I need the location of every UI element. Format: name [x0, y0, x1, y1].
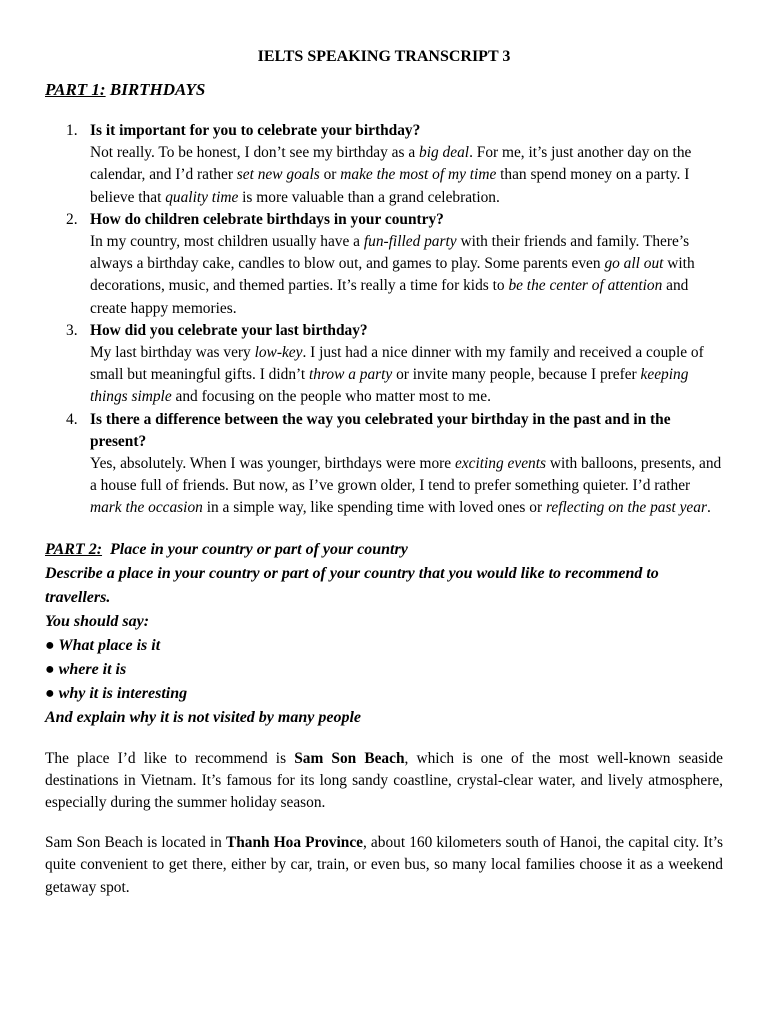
emphasis-phrase: reflecting on the past year	[545, 499, 707, 517]
emphasis-phrase: be the center of attention	[508, 277, 663, 295]
text-run: than spend money on a party. I believe that	[90, 166, 690, 206]
text-run: Sam Son Beach is located in	[45, 834, 226, 852]
answer-paragraph	[45, 748, 723, 815]
question-item	[45, 320, 723, 409]
question-number: 1.	[66, 122, 78, 139]
text-run: . I just had a nice dinner with my family and received a couple of small but meaningful gifts. I didn’t	[90, 344, 704, 384]
question-text: Is there a difference between the way you celebrated your birthday in the past and in the present?	[90, 410, 671, 450]
question-text: Is it important for you to celebrate your birthday?	[90, 122, 421, 139]
emphasis-phrase: exciting events	[454, 455, 546, 473]
text-run: in a simple way, like spending time with loved ones or	[202, 499, 546, 517]
text-run: and create happy memories.	[90, 277, 689, 317]
question-item	[45, 409, 723, 520]
answer-text	[90, 142, 723, 209]
part2-label: PART 2:	[45, 540, 103, 558]
answer-text	[90, 453, 723, 520]
bold-phrase: Thanh Hoa Province	[225, 834, 363, 852]
answer-text	[90, 231, 723, 320]
text-run: My last birthday was very	[90, 344, 255, 362]
answer-paragraph	[45, 832, 723, 899]
part2-heading	[45, 538, 723, 562]
part2-topic: Place in your country or part of your country	[110, 540, 408, 558]
part2-bullet: ● why it is interesting	[45, 684, 188, 702]
text-run: Yes, absolutely. When I was younger, birthdays were more	[90, 455, 455, 473]
part2-section	[45, 538, 723, 899]
text-run: or	[319, 166, 341, 184]
emphasis-phrase: set new goals	[236, 166, 320, 184]
question-number: 3.	[66, 321, 78, 339]
emphasis-phrase: throw a party	[309, 366, 393, 384]
text-run: with their friends and family. There’s always a birthday cake, candles to blow out, and games to play. Some parents even	[90, 233, 690, 273]
part1-question-list	[45, 120, 723, 520]
text-run: .	[706, 499, 711, 517]
text-run: and focusing on the people who matter most to me.	[171, 388, 491, 406]
text-run: . For me, it’s just another day on the calendar, and I’d rather	[90, 144, 692, 184]
bold-phrase: Sam Son Beach	[294, 749, 405, 767]
question-item	[45, 209, 723, 320]
text-run: is more valuable than a grand celebration.	[238, 188, 500, 206]
emphasis-phrase: quality time	[165, 188, 239, 206]
emphasis-phrase: big deal	[419, 144, 470, 162]
text-run: , which is one of the most well-known seaside destinations in Vietnam. It’s famous for its long sandy coastline, crystal-clear water, and lively atmosphere, especially during the summer holiday season.	[45, 749, 723, 812]
emphasis-phrase: low-key	[254, 344, 303, 362]
document-page	[45, 46, 723, 899]
text-run: or invite many people, because I prefer	[392, 366, 641, 384]
emphasis-phrase: keeping things simple	[90, 366, 689, 406]
emphasis-phrase: make the most of my time	[340, 166, 497, 184]
question-item	[45, 120, 723, 209]
text-run: with balloons, presents, and a house full of friends. But now, as I’ve grown older, I tend to prefer something quieter. I’d rather	[90, 455, 722, 495]
part2-bullet: ● What place is it	[45, 636, 161, 654]
question-text: How did you celebrate your last birthday?	[90, 321, 368, 339]
question-number: 4.	[66, 410, 78, 428]
part2-should-say: You should say:	[45, 612, 150, 630]
part2-bullet: ● where it is	[45, 660, 127, 678]
document-title: IELTS SPEAKING TRANSCRIPT 3	[257, 48, 511, 65]
question-text: How do children celebrate birthdays in your country?	[90, 210, 444, 228]
text-run: In my country, most children usually have a	[90, 233, 364, 251]
emphasis-phrase: fun-filled party	[363, 233, 457, 251]
part2-prompt: Describe a place in your country or part of your country that you would like to recommend to travellers.	[45, 564, 659, 606]
part1-heading	[45, 78, 723, 102]
text-run: , about 160 kilometers south of Hanoi, the capital city. It’s quite convenient to get there, either by car, train, or even bus, so many local families choose it as a weekend getaway spot.	[45, 834, 724, 896]
emphasis-phrase: go all out	[604, 255, 664, 273]
question-number: 2.	[66, 210, 78, 228]
emphasis-phrase: mark the occasion	[90, 499, 203, 517]
part1-label: PART 1:	[45, 80, 106, 99]
answer-text	[90, 342, 723, 409]
text-run: with decorations, music, and themed parties. It’s really a time for kids to	[90, 255, 695, 295]
text-run: The place I’d like to recommend is	[45, 749, 295, 767]
part2-closing: And explain why it is not visited by many people	[45, 708, 361, 726]
part1-topic: BIRTHDAYS	[109, 80, 206, 99]
text-run: Not really. To be honest, I don’t see my birthday as a	[90, 144, 420, 162]
